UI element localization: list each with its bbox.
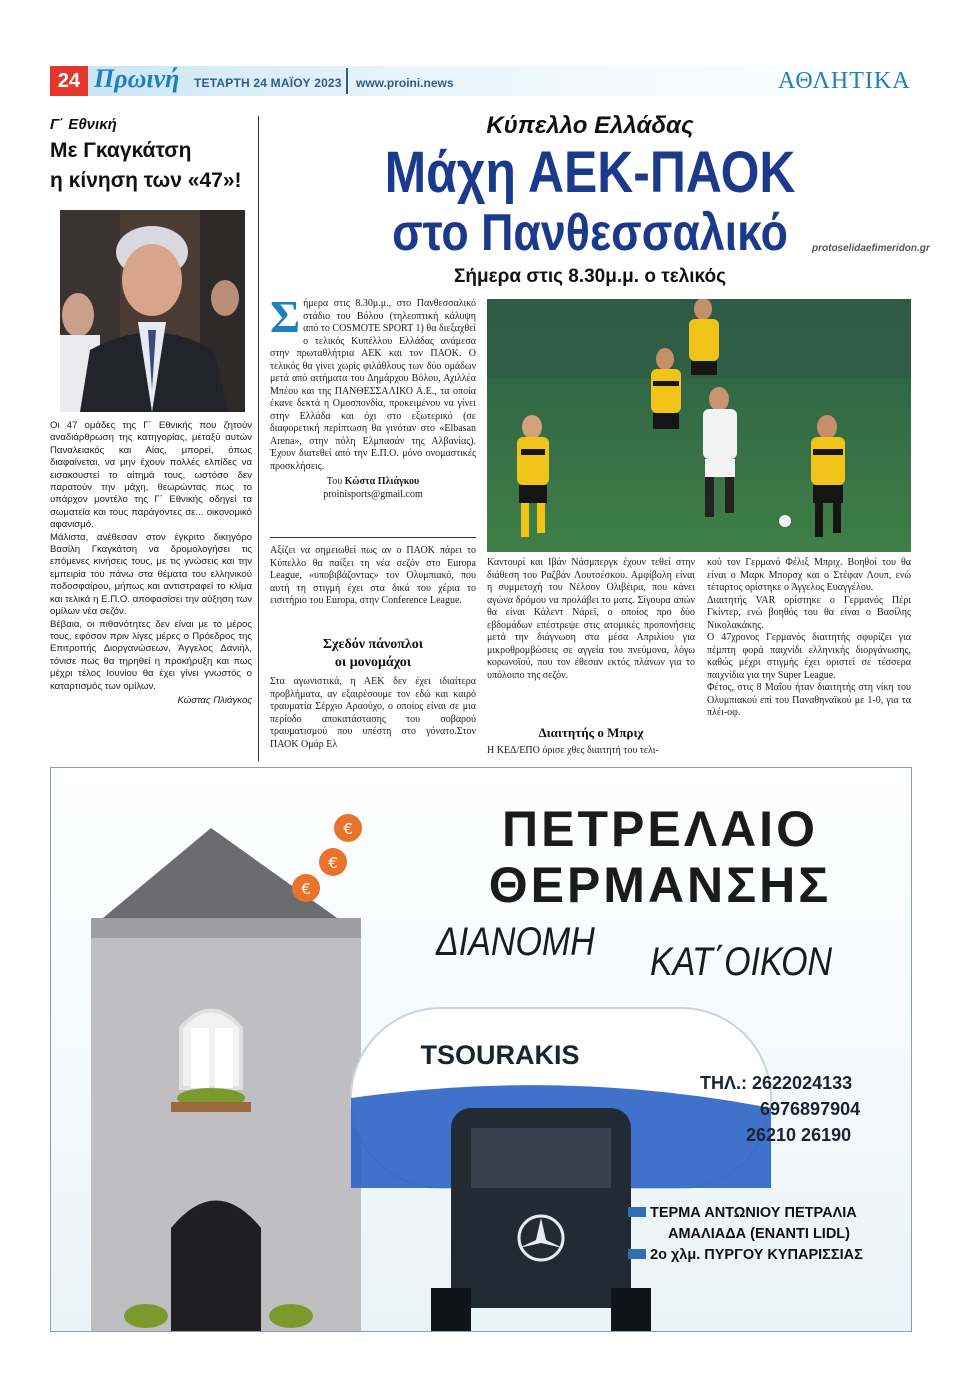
- ad-brand-name: TSOURAKIS: [420, 1040, 580, 1070]
- main-paragraph-7: Διαιτητής VAR ορίστηκε ο Γερμανός Πέρι Γκίντερ, ενώ βοηθός του θα είναι ο Βασίλης Νικολακάκης.: [707, 594, 911, 631]
- main-intro-block: [270, 291, 476, 501]
- website-url[interactable]: www.proini.news: [356, 76, 454, 90]
- euro-symbol: €: [301, 880, 311, 898]
- subhead-contenders: [270, 636, 476, 672]
- drop-cap: Σ: [270, 291, 301, 342]
- main-paragraph-6: κού τον Γερμανό Φέλιξ Μπριχ. Βοηθοί του θα είναι ο Μαρκ Μπορσχ και ο Στέφαν Λουπ, ενώ τέταρτος ορίστηκε ο Άγγελος Ευαγγέλου.: [707, 557, 911, 593]
- address-line: ΑΜΑΛΙΑΔΑ (ΕΝΑΝΤΙ LIDL): [668, 1226, 850, 1242]
- main-paragraph-3: Στα αγωνιστικά, η ΑΕΚ δεν έχει ιδιαίτερα προβλήματα, αν εξαιρέσουμε τον εδώ και καιρό τραυματία Σέρχιο Αραούχο, ο οποίος είναι σε μια περίοδο αποκατάστασης του σοβαρού τραυματισμού που υπέστη στο γόνατο.Στον ΠΑΟΚ Ομάρ Ελ: [270, 676, 476, 750]
- left-paragraph: Μάλιστα, ανέθεσαν στον έγκριτο δικηγόρο Βασίλη Γκαγκάτση να δρομολογήσει τις επόμενες κινήσεις τους, με τις γνώσεις και την εμπειρία του πάνω στα θέματα του ελληνικού ποδοσφαίρου, μήπως και αντιστραφεί το κλίμα και τελικά η Ε.Π.Ο. αποφασίσει την αύξηση των ομίλων νέα σεζόν.: [50, 531, 252, 618]
- subhead-contenders-line1: Σχεδόν πάνοπλοι: [322, 637, 424, 652]
- left-article-signature: Κώστας Πλιάγκος: [177, 694, 252, 706]
- ad-title-line2: ΘΕΡΜΑΝΣΗΣ: [488, 857, 832, 913]
- header-divider: [346, 68, 348, 94]
- issue-date: ΤΕΤΑΡΤΗ 24 ΜΑΪΟΥ 2023: [194, 76, 342, 90]
- ad-title-line1: ΠΕΤΡΕΛΑΙΟ: [502, 801, 818, 857]
- byline: [270, 476, 476, 489]
- phone-label: ΤΗΛ.:: [700, 1073, 747, 1093]
- phone-number[interactable]: 26210 26190: [746, 1125, 852, 1145]
- left-headline-line2: η κίνηση των «47»!: [50, 169, 242, 192]
- portrait-illustration: [60, 210, 245, 412]
- ad-subtitle-line2: ΚΑΤ΄ΟΙΚΟΝ: [650, 940, 833, 984]
- left-paragraph: Οι 47 ομάδες της Γ΄ Εθνικής που ζητούν αναδιάρθρωση της κατηγορίας, μεταξύ αυτών Παναλειακός και Αίας, μπορεί, όπως διαφαίνεται, να μην έχουν πολλές ελπίδες να εισακουστεί το αίτημά τους, ωστόσο δεν παρατούν την μάχη, θεωρώντας πως το υπάρχον μοντέλο της Γ΄ Εθνικής οδηγεί τα σωματεία και τους παράγοντες σε... οικονομικό αφανισμό.: [50, 420, 252, 531]
- byline-author: Κώστα Πλιάγκου: [344, 476, 420, 487]
- main-paragraph-9: Φέτος, στις 8 Μαΐου ήταν διαιτητής στη νίκη του Ολυμπιακού επί του Παναθηναϊκού με 1-0, για τα πλέι-οφ.: [707, 682, 911, 718]
- main-column-3: [707, 557, 911, 720]
- left-article-kicker: Γ΄ Εθνική: [50, 116, 117, 133]
- phone-number[interactable]: 2622024133: [752, 1073, 853, 1093]
- main-article-kicker: Κύπελλο Ελλάδας: [486, 112, 694, 139]
- left-article-body: [50, 420, 252, 707]
- left-paragraph: Βέβαια, οι πιθανότητες δεν είναι με το μέρος τους, εφόσον πριν λίγες μέρες ο Πρόεδρος της Επιτροπής Διοργανώσεων, Άγγελος Δανιήλ, τόνισε πως θα τηρηθεί η προκήρυξη και πως μέχρι τέλος Ιουνίου θα έχει γίνει γνωστός ο καταρτισμός των ομίλων.: [50, 618, 252, 692]
- byline-rule: [270, 537, 476, 538]
- subhead-contenders-line2: οι μονομάχοι: [334, 655, 412, 670]
- main-paragraph-4: Καντουρί και Ιβάν Νάσμπεργκ έχουν τεθεί στην διάθεση του Ραζβάν Λουτσέσκου. Αμφίβολη είναι η συμμετοχή του Νέλσον Ολιβέιρα, που κάνει αγώνα δρόμου να προλάβει το ματς. Σίγουρα απών θα είναι Κάλεντ Νάρεϊ, ο οποίος προ δύο εβδομάδων επέστρεψε στις ατομικές προπονήσεις μετά την διάγνωση στα μέσα Απριλίου για μικροθρομβώσεις σε αγγεία του πνεύμονα, λόγω κορωνοϊού, που τον έθεσαν εκτός πλάνων για το υπόλοιπο της σεζόν.: [487, 557, 695, 681]
- watermark-text: protoselidaefimeridon.gr: [812, 243, 930, 254]
- euro-symbol: €: [328, 854, 338, 872]
- main-headline-line2: στο Πανθεσσαλικό: [392, 204, 788, 262]
- main-paragraph-8: Ο 47χρονος Γερμανός διαιτητής σφυρίζει για πέμπτη φορά παιχνίδι ελληνικής διοργάνωσης, καθώς μέχρι στιγμής έχει οριστεί σε τέσσερα παιχνίδια για την Super League.: [707, 632, 911, 681]
- main-paragraph-2: Αξίζει να σημειωθεί πως αν ο ΠΑΟΚ πάρει το Κύπελλο θα παίξει τη νέα σεζόν στο Europa League, «υποβιβάζοντας» τον Ολυμπιακό, που αυτή τη στιγμή έχει στα δικά του χέρια το εισιτήριο του Europa, στην Conference League.: [270, 545, 476, 606]
- left-article-headline: [50, 136, 250, 196]
- author-email[interactable]: proinisports@gmail.com: [323, 488, 423, 500]
- address-line: ΤΕΡΜΑ ΑΝΤΩΝΙΟΥ ΠΕΤΡΑΛΙΑ: [650, 1205, 857, 1221]
- subhead-referee: Διαιτητής ο Μπριχ: [538, 725, 644, 740]
- column-rule: [258, 116, 259, 761]
- address-bar-icon: [628, 1249, 646, 1259]
- main-intro-text: ήμερα στις 8.30μ.μ., στο Πανθεσσαλικό στάδιο του Βόλου (τηλεοπτική κάλυψη από το COSMOTE SPORT 1) θα διεξαχθεί ο τελικός Κυπέλλου Ελλάδας ανάμεσα στην πρωταθλήτρια ΑΕΚ και τον ΠΑΟΚ. Ο τελικός θα γίνει χωρίς φιλάθλους των δύο ομάδων μετά από αιτήματα του Δημάρχου Βόλου, Αχιλλέα Μπέου και της ΠΑΝΘΕΣΣΑΛΙΚΟ Α.Ε., τα οποία έκανε δεκτά η Ομοσπονδία, προκειμένου να γίνει στην Ελλάδα και όχι στο εξωτερικό (σε διαφορετική περίπτωση θα γινόταν στο «Elbasan Arena», στην πόλη Ελμπασάν της Αλβανίας). Έχουν διατεθεί από την Ε.Π.Ο. μόνο ονομαστικές προσκλήσεις.: [270, 298, 476, 472]
- ad-subtitle-line1: ΔΙΑΝΟΜΗ: [436, 920, 595, 964]
- left-headline-line1: Με Γκαγκάτση: [50, 139, 192, 162]
- main-headline-line1: Μάχη ΑΕΚ-ΠΑΟΚ: [384, 140, 796, 205]
- euro-symbol: €: [343, 820, 353, 838]
- ad-phone-list: [700, 1070, 860, 1148]
- phone-number[interactable]: 6976897904: [760, 1099, 861, 1119]
- match-photo: [487, 299, 911, 552]
- section-title: ΑΘΛΗΤΙΚΑ: [778, 68, 911, 94]
- portrait-photo: [60, 210, 245, 412]
- address-line: 2ο χλμ. ΠΥΡΓΟΥ ΚΥΠΑΡΙΣΣΙΑΣ: [650, 1247, 863, 1263]
- byline-prefix: Του: [326, 476, 343, 487]
- main-paragraph-5: Η ΚΕΔ/ΕΠΟ όρισε χθες διαιτητή του τελι-: [487, 745, 659, 756]
- ad-address-block: [628, 1203, 863, 1266]
- match-photo-illustration: [487, 299, 911, 552]
- main-subheadline: Σήμερα στις 8.30μ.μ. ο τελικός: [453, 266, 727, 287]
- address-bar-icon: [628, 1207, 646, 1217]
- page-number: 24: [50, 66, 88, 96]
- masthead-logo: Πρωινή: [94, 64, 180, 93]
